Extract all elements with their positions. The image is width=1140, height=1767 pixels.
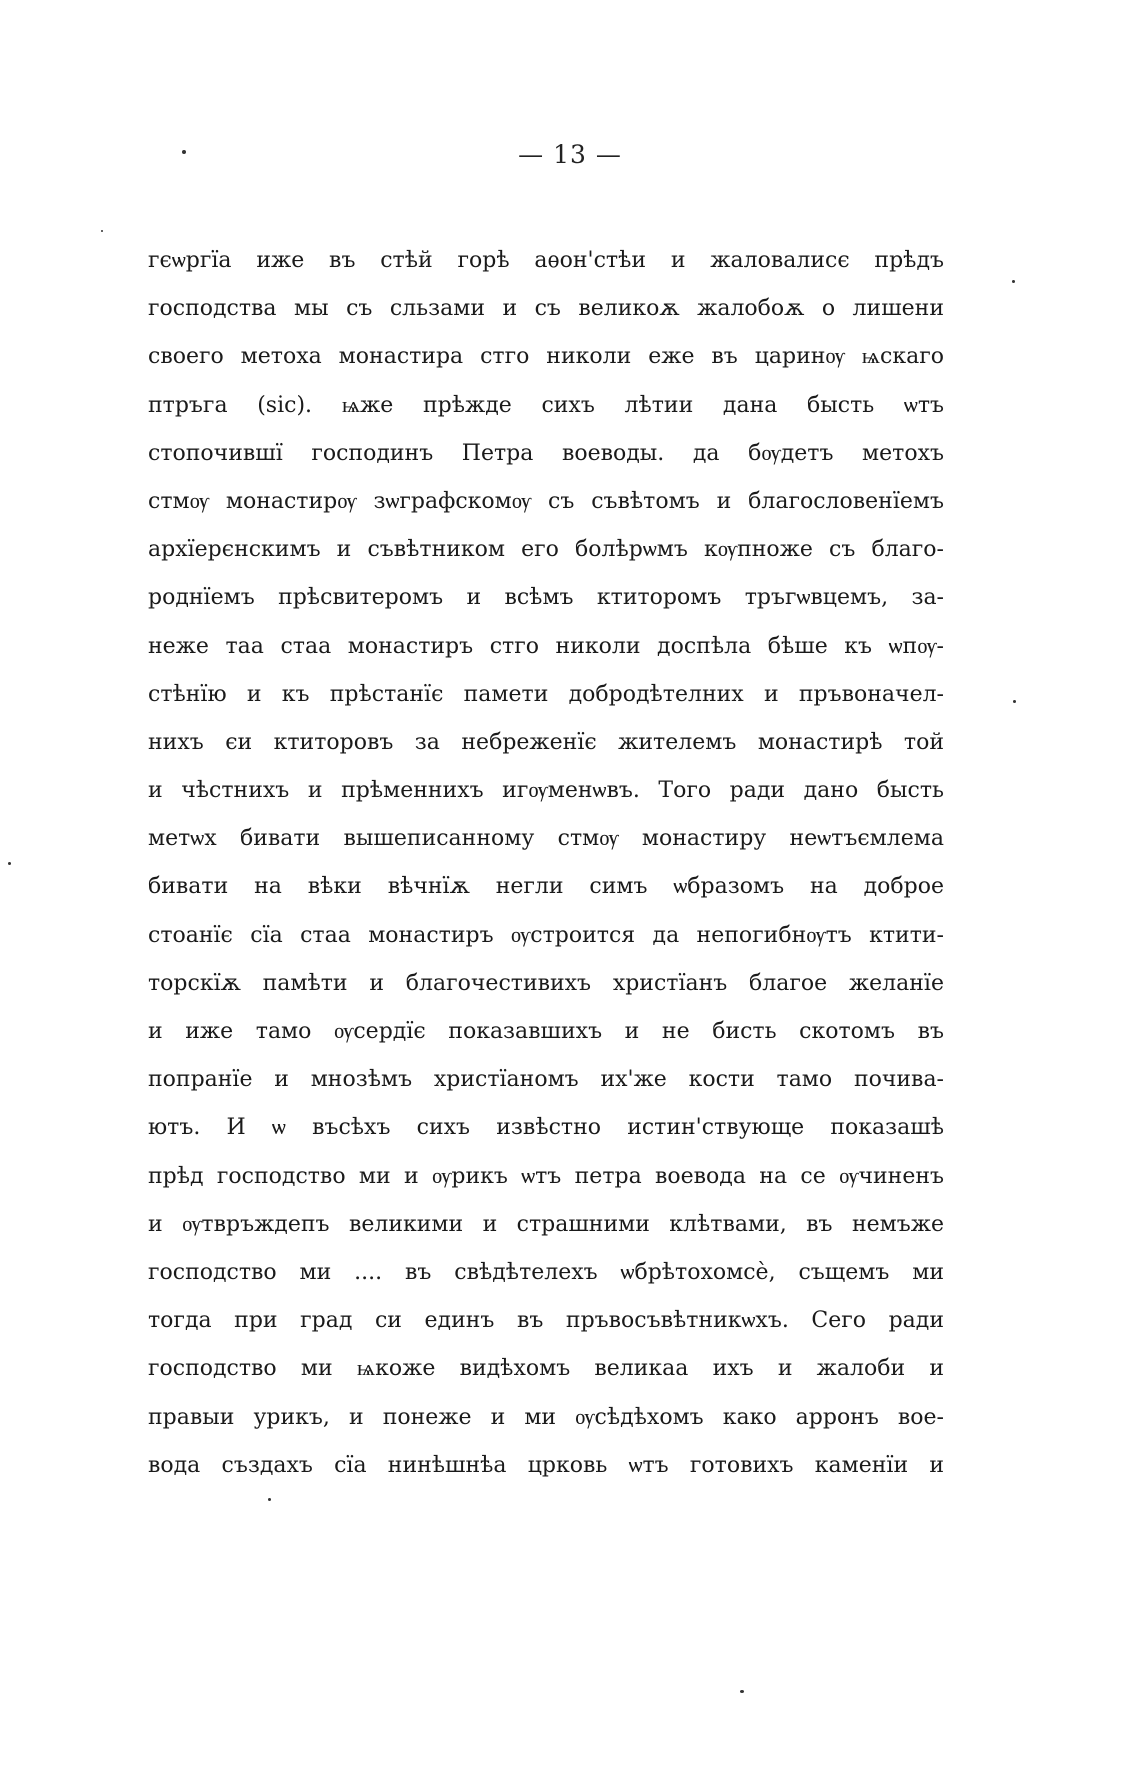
text-line: торскїѫ памѣти и благочестивихъ христїанъ благое желанїе	[148, 970, 944, 996]
scan-speck	[268, 1498, 271, 1501]
scan-speck	[182, 150, 186, 154]
body-text	[148, 237, 944, 1490]
text-line: стмѹ монастирѹ зѡграфскомѹ съ съвѣтомъ и благословенїемъ	[148, 488, 944, 514]
text-line: неже таа стаа монастиръ стго николи доспѣла бѣше къ ѡпѹ-	[148, 633, 944, 659]
text-line: вода създахъ сїа нинѣшнѣа црковь ѡтъ готовихъ каменїи и	[148, 1452, 944, 1478]
text-line: стоанїє сїа стаа монастиръ ѹстроится да непогибнѹтъ ктити-	[148, 922, 944, 948]
text-line: своего метоха монастира стго николи еже въ царинѹ ѩскаго	[148, 344, 944, 370]
text-line: роднїемъ прѣсвитеромъ и всѣмъ ктиторомъ тръгѡвцемъ, за-	[148, 585, 944, 611]
scan-speck	[8, 862, 11, 865]
text-line: гєѡргїа иже въ стѣй горѣ аѳон'стѣи и жаловалисє прѣдъ	[148, 248, 944, 273]
text-line: правыи урикъ, и понеже и ми ѹсѣдѣхомъ како арронъ вое-	[148, 1404, 944, 1430]
text-line: тогда при град си единъ въ пръвосъвѣтникѡхъ. Сего ради	[148, 1308, 944, 1334]
text-line: господство ми .... въ свѣдѣтелехъ ѡбрѣтохомсѐ, същемъ ми	[148, 1259, 944, 1285]
text-line: бивати на вѣки вѣчнїѫ негли симъ ѡбразомъ на доброе	[148, 874, 944, 900]
scan-speck	[101, 230, 103, 232]
text-line: и иже тамо ѹсердїє показавшихъ и не бисть скотомъ въ	[148, 1019, 944, 1044]
page-number: — 13 —	[518, 140, 622, 169]
text-line: и ѹтвръждепъ великими и страшними клѣтвами, въ немъже	[148, 1211, 944, 1237]
scan-speck	[1013, 700, 1016, 703]
text-line: метѡх бивати вышеписанному стмѹ монастиру неѡтъємлема	[148, 826, 944, 852]
text-line: нихъ єи ктиторовъ за небреженїє жителемъ монастирѣ той	[148, 729, 944, 755]
text-line: господства мы съ сльзами и съ великоѫ жалобоѫ о лишени	[148, 296, 944, 322]
text-line: господство ми ѩкоже видѣхомъ великаа ихъ и жалоби и	[148, 1356, 944, 1382]
text-line: архїерєнскимъ и съвѣтником его болѣрѡмъ кѹпноже съ благо-	[148, 537, 944, 563]
text-line: ютъ. И ѡ въсѣхъ сихъ извѣстно истин'ствующе показашѣ	[148, 1115, 944, 1141]
text-line: стѣнїю и къ прѣстанїє памети добродѣтелних и пръвоначел-	[148, 681, 944, 707]
text-line: птръга (sic). ѩже прѣжде сихъ лѣтии дана бысть ѡтъ	[148, 392, 944, 418]
scan-speck	[1012, 280, 1015, 283]
scan-speck	[740, 1690, 744, 1693]
text-line: стопочившї господинъ Петра воеводы. да бѹдетъ метохъ	[148, 440, 944, 466]
text-line: прѣд господство ми и ѹрикъ ѡтъ петра воевода на се ѹчиненъ	[148, 1163, 944, 1189]
text-line: и чѣстнихъ и прѣменнихъ игѹменѡвъ. Того ради дано бысть	[148, 778, 944, 804]
text-line: попранїе и мнозѣмъ христїаномъ их'же кости тамо почива-	[148, 1067, 944, 1093]
